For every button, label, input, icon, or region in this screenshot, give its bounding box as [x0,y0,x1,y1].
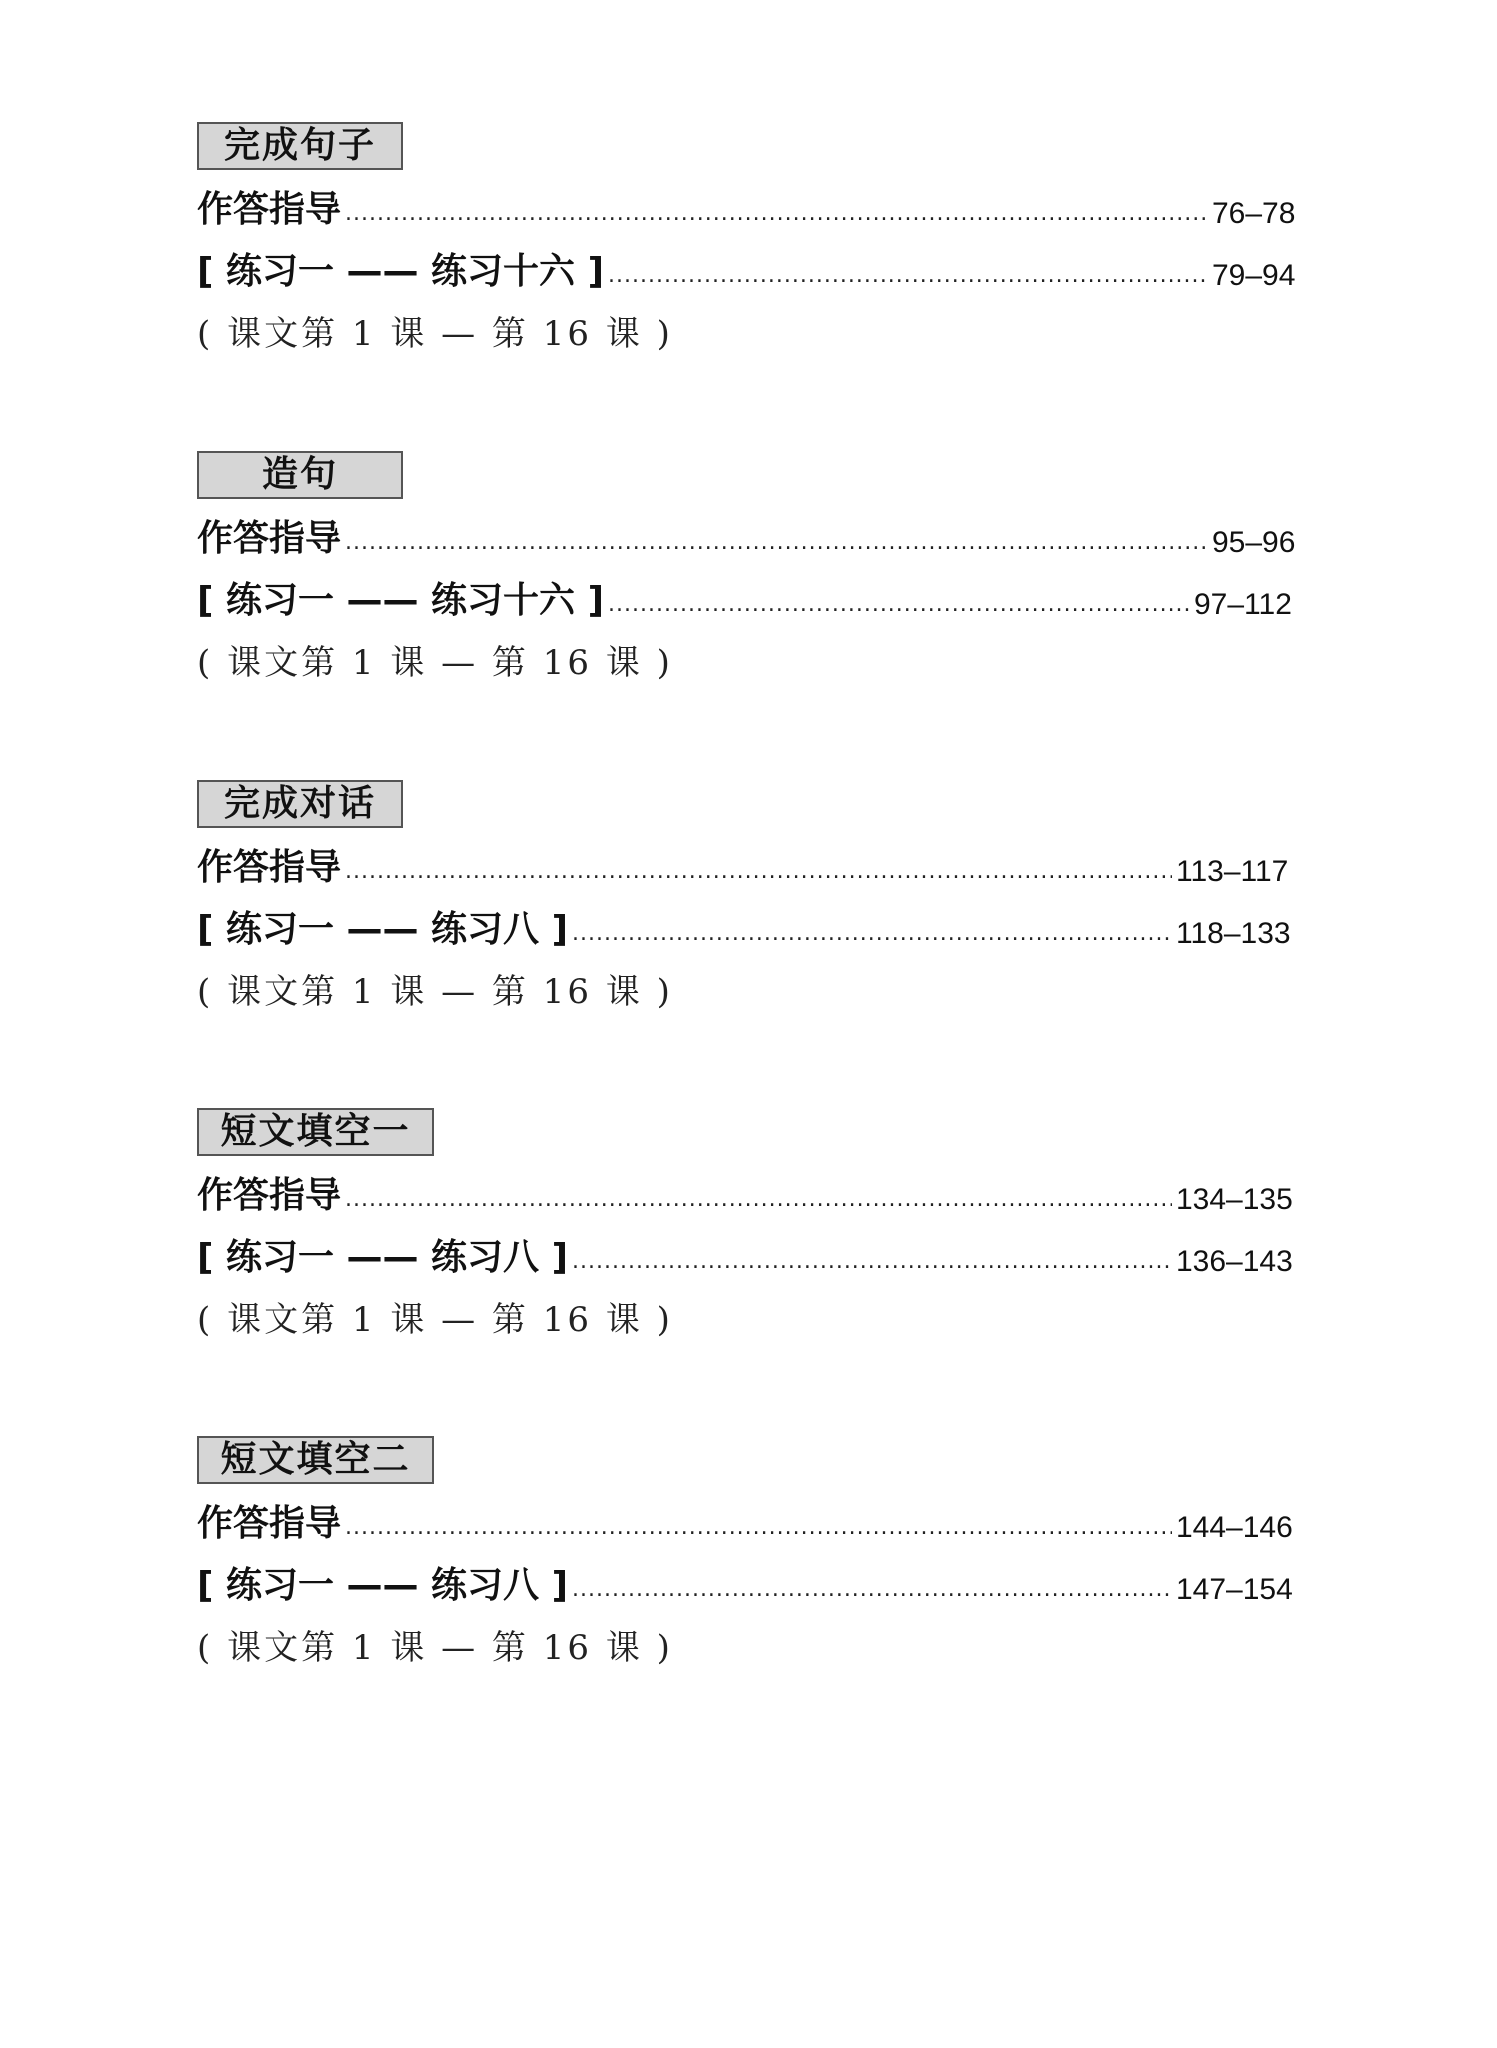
entry-label: 作答指导 [197,1175,342,1216]
dot-leader [345,521,1208,565]
page-range: 147–154 [1176,1573,1293,1606]
entry-label: 作答指导 [197,847,342,888]
entry-label: [ 练习一 —— 练习八 ] [197,1237,569,1278]
lesson-range-note: ( 课文第 1 课 — 第 16 课 ) [197,314,673,354]
entry-label: [ 练习一 —— 练习十六 ] [197,251,605,292]
page-range: 136–143 [1176,1245,1293,1278]
page-range: 113–117 [1176,855,1289,888]
toc-entry-exercises[interactable] [197,1218,1312,1280]
lesson-range-note: ( 课文第 1 课 — 第 16 课 ) [197,1628,673,1668]
dot-leader [345,850,1172,894]
page-range: 144–146 [1176,1511,1293,1544]
lesson-range-note: ( 课文第 1 课 — 第 16 课 ) [197,643,673,683]
toc-section [197,451,1312,685]
dot-leader [608,254,1208,298]
dot-leader [572,1240,1172,1284]
page-range: 79–94 [1212,259,1296,292]
entry-label: 作答指导 [197,189,342,230]
toc-entry-guide[interactable] [197,828,1312,890]
page-range: 76–78 [1212,197,1296,230]
entry-label: [ 练习一 —— 练习十六 ] [197,580,605,621]
toc-section [197,1436,1312,1670]
dot-leader [345,1178,1172,1222]
toc-entry-exercises[interactable] [197,1546,1312,1608]
entry-label: [ 练习一 —— 练习八 ] [197,1565,569,1606]
toc-section [197,1108,1312,1342]
toc-entry-exercises[interactable] [197,561,1312,623]
dot-leader [345,192,1208,236]
lesson-range-note: ( 课文第 1 课 — 第 16 课 ) [197,972,673,1012]
toc-section [197,122,1312,356]
toc-entry-guide[interactable] [197,1484,1312,1546]
lesson-range-note: ( 课文第 1 课 — 第 16 课 ) [197,1300,673,1340]
section-heading: 完成对话 [197,780,403,828]
toc-entry-exercises[interactable] [197,232,1312,294]
toc-entry-guide[interactable] [197,499,1312,561]
entry-label: 作答指导 [197,518,342,559]
page-range: 97–112 [1194,588,1292,621]
section-heading: 完成句子 [197,122,403,170]
dot-leader [572,1568,1172,1612]
dot-leader [572,912,1172,956]
dot-leader [345,1506,1172,1550]
toc-section [197,780,1312,1014]
page-range: 118–133 [1176,917,1291,950]
section-heading: 短文填空二 [197,1436,434,1484]
entry-label: 作答指导 [197,1503,342,1544]
page-range: 134–135 [1176,1183,1293,1216]
section-heading: 短文填空一 [197,1108,434,1156]
page-range: 95–96 [1212,526,1296,559]
toc-entry-guide[interactable] [197,170,1312,232]
toc-entry-exercises[interactable] [197,890,1312,952]
entry-label: [ 练习一 —— 练习八 ] [197,909,569,950]
section-heading: 造句 [197,451,403,499]
toc-entry-guide[interactable] [197,1156,1312,1218]
dot-leader [608,583,1190,627]
